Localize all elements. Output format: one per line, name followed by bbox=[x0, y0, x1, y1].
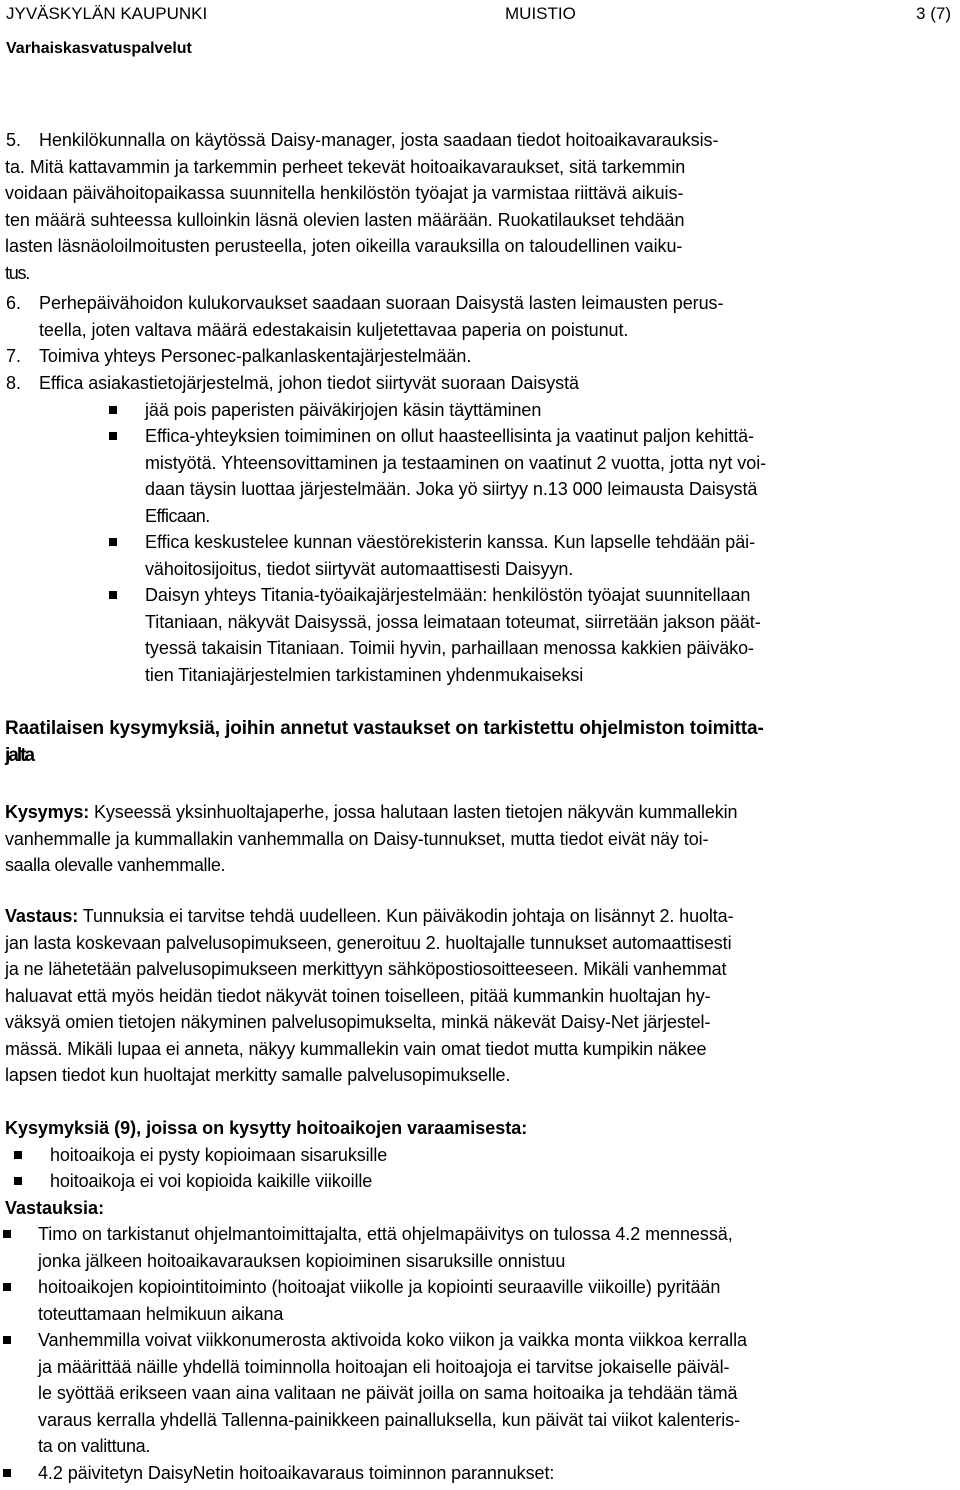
organization-name: JYVÄSKYLÄN KAUPUNKI bbox=[6, 4, 208, 23]
questions-section bbox=[0, 1115, 960, 1486]
answer-bullet-item bbox=[0, 1274, 960, 1327]
bullet-text-line: Daisyn yhteys Titania-työaikajärjestelmään: henkilöstön työajat suunnitellaan bbox=[145, 585, 751, 605]
answers-heading: Vastauksia: bbox=[5, 1197, 105, 1218]
paragraph-line: ja ne lähetetään palvelusopimukseen merkittyyn sähköpostiosoitteeseen. Mikäli vanhemmat bbox=[5, 959, 727, 979]
item-text-line: teella, joten valtava määrä edestakaisin kuljetettavaa paperia on poistunut. bbox=[39, 319, 629, 340]
list-item-5 bbox=[0, 127, 960, 286]
paragraph-line: vanhemmalle ja kummallakin vanhemmalla on Daisy-tunnukset, mutta tiedot eivät näy toi- bbox=[5, 828, 709, 849]
bullet-text-line: le syöttää erikseen vaan aina valitaan ne päivät joilla on sama hoitoaika ja tehdään tämä bbox=[38, 1383, 738, 1403]
bullet-text-line: varaus kerralla yhdellä Tallenna-painikkeen painalluksella, kun päivät tai viikot kalenteris- bbox=[38, 1409, 741, 1430]
square-bullet-icon bbox=[3, 1469, 11, 1477]
square-bullet-icon bbox=[109, 538, 117, 546]
questions-heading: Kysymyksiä (9), joissa on kysytty hoitoaikojen varaamisesta: bbox=[5, 1118, 528, 1138]
answer-bullet-item bbox=[0, 1221, 960, 1274]
bullet-text-line: Vanhemmilla voivat viikkonumerosta aktivoida koko viikon ja vaikka monta viikkoa kerralla bbox=[38, 1330, 747, 1350]
bullet-text-line: Effica-yhteyksien toimiminen on ollut haasteellisinta ja vaatinut paljon kehittä- bbox=[145, 426, 754, 446]
list-item-7 bbox=[0, 343, 960, 370]
sub-bullet-item bbox=[0, 529, 960, 582]
department-name: Varhaiskasvatuspalvelut bbox=[6, 40, 192, 57]
item-text-line: tus. bbox=[5, 262, 30, 283]
bullet-text-line: toteuttamaan helmikuun aikana bbox=[38, 1303, 284, 1324]
paragraph-line: Tunnuksia ei tarvitse tehdä uudelleen. Kun päiväkodin johtaja on lisännyt 2. huolta- bbox=[78, 906, 734, 926]
sub-bullet-item bbox=[0, 582, 960, 688]
bullet-text-line: ta on valittuna. bbox=[38, 1436, 151, 1456]
item-text-line: Perhepäivähoidon kulukorvaukset saadaan suoraan Daisystä lasten leimausten perus- bbox=[39, 293, 724, 313]
item-text-line: Henkilökunnalla on käytössä Daisy-manager, josta saadaan tiedot hoitoaikavarauksis- bbox=[39, 130, 719, 150]
item-text-line: ten määrä suhteessa kulloinkin läsnä olevien lasten määrään. Ruokatilaukset tehdään bbox=[5, 209, 685, 230]
square-bullet-icon bbox=[3, 1283, 11, 1291]
paragraph-line: jan lasta koskevaan palvelusopimukseen, generoituu 2. huoltajalle tunnukset automaattisesti bbox=[5, 932, 732, 953]
section-heading bbox=[0, 716, 960, 769]
list-item-8 bbox=[0, 370, 960, 688]
page-header bbox=[6, 2, 956, 26]
bullet-text-line: daan täysin luottaa järjestelmään. Joka yö siirtyy n.13 000 leimausta Daisystä bbox=[145, 479, 758, 499]
bullet-text-line: Effica keskustelee kunnan väestörekisterin kanssa. Kun lapselle tehdään päi- bbox=[145, 532, 756, 552]
item-text-line: Effica asiakastietojärjestelmä, johon tiedot siirtyvät suoraan Daisystä bbox=[39, 373, 579, 393]
answer-label: Vastaus: bbox=[5, 906, 79, 926]
paragraph-line: väksyä omien tietojen näkyminen palvelusopimukselta, minkä näkevät Daisy-Net järjestel- bbox=[5, 1012, 711, 1032]
item-text-line: lasten läsnäoloilmoitusten perusteella, joten oikeilla varauksilla on taloudellinen vaiku- bbox=[5, 236, 683, 256]
sub-bullet-item bbox=[0, 397, 960, 424]
item-text-line: voidaan päivähoitopaikassa suunnitella henkilöstön työajat ja varmistaa riittävä aikuis- bbox=[5, 183, 684, 203]
paragraph-line: Kyseessä yksinhuoltajaperhe, jossa halutaan lasten tietojen näkyvän kummallekin bbox=[89, 802, 738, 822]
square-bullet-icon bbox=[14, 1177, 22, 1185]
bullet-text-line: hoitoaikoja ei voi kopioida kaikille viikoille bbox=[50, 1171, 373, 1191]
bullet-text-line: Efficaan. bbox=[145, 505, 210, 526]
heading-line: Raatilaisen kysymyksiä, joihin annetut vastaukset on tarkistettu ohjelmiston toimitta- bbox=[5, 718, 764, 739]
bullet-text-line: tien Titaniajärjestelmien tarkistaminen yhdenmukaiseksi bbox=[145, 664, 584, 685]
bullet-text-line: mistyötä. Yhteensovittaminen ja testaaminen on vaatinut 2 vuotta, jotta nyt voi- bbox=[145, 452, 767, 473]
bullet-text-line: Titaniaan, näkyvät Daisyssä, jossa leimataan toteumat, siirretään jakson päät- bbox=[145, 611, 761, 632]
item-number: 7. bbox=[6, 346, 22, 366]
square-bullet-icon bbox=[109, 432, 117, 440]
item-number: 6. bbox=[6, 293, 22, 313]
bullet-text-line: jää pois paperisten päiväkirjojen käsin täyttäminen bbox=[145, 399, 542, 420]
bullet-text-line: jonka jälkeen hoitoaikavarauksen kopioiminen sisaruksille onnistuu bbox=[38, 1250, 566, 1271]
question-label: Kysymys: bbox=[5, 802, 90, 822]
paragraph-line: haluavat että myös heidän tiedot näkyvät toinen toiselleen, pitää kummankin huoltajan hy- bbox=[5, 985, 711, 1006]
heading-line: jalta bbox=[5, 744, 34, 766]
paragraph-line: saalla olevalle vanhemmalle. bbox=[5, 855, 226, 875]
square-bullet-icon bbox=[14, 1151, 22, 1159]
bullet-text-line: hoitoaikoja ei pysty kopioimaan sisaruksille bbox=[50, 1144, 388, 1165]
answer-paragraph bbox=[0, 903, 960, 1089]
answer-bullet-item bbox=[0, 1460, 960, 1487]
bullet-text-line: hoitoaikojen kopiointitoiminto (hoitoajat viikolle ja kopiointi seuraaville viikoille) pyritään bbox=[38, 1277, 721, 1297]
item-number: 8. bbox=[6, 373, 22, 393]
question-bullet-item bbox=[0, 1168, 960, 1195]
question-paragraph bbox=[0, 799, 960, 879]
bullet-text-line: tyessä takaisin Titaniaan. Toimii hyvin, parhaillaan menossa kakkien päiväko- bbox=[145, 638, 754, 658]
bullet-text-line: vähoitosijoitus, tiedot siirtyvät automaattisesti Daisyyn. bbox=[145, 558, 574, 579]
square-bullet-icon bbox=[3, 1336, 11, 1344]
page-number: 3 (7) bbox=[916, 4, 951, 23]
item-text-line: ta. Mitä kattavammin ja tarkemmin perheet tekevät hoitoaikavaraukset, sitä tarkemmin bbox=[5, 156, 686, 177]
sub-bullet-item bbox=[0, 423, 960, 529]
paragraph-line: mässä. Mikäli lupaa ei anneta, näkyy kummallekin vain omat tiedot mutta kumpikin näkee bbox=[5, 1038, 707, 1059]
square-bullet-icon bbox=[3, 1230, 11, 1238]
item-text-line: Toimiva yhteys Personec-palkanlaskentajärjestelmään. bbox=[39, 346, 472, 366]
square-bullet-icon bbox=[109, 591, 117, 599]
item-number: 5. bbox=[6, 130, 22, 150]
document-type: MUISTIO bbox=[505, 4, 576, 23]
list-item-6 bbox=[0, 290, 960, 343]
bullet-text-line: Timo on tarkistanut ohjelmantoimittajalta, että ohjelmapäivitys on tulossa 4.2 mennessä, bbox=[38, 1224, 733, 1244]
question-bullet-item bbox=[0, 1142, 960, 1169]
bullet-text-line: ja määrittää näille yhdellä toiminnolla hoitoajan eli hoitoajoja ei tarvitse jokaiselle päiväl- bbox=[38, 1356, 730, 1377]
paragraph-line: lapsen tiedot kun huoltajat merkitty samalle palvelusopimukselle. bbox=[5, 1065, 511, 1085]
square-bullet-icon bbox=[109, 406, 117, 414]
bullet-text-line: 4.2 päivitetyn DaisyNetin hoitoaikavaraus toiminnon parannukset: bbox=[38, 1462, 555, 1483]
answer-bullet-item bbox=[0, 1327, 960, 1460]
